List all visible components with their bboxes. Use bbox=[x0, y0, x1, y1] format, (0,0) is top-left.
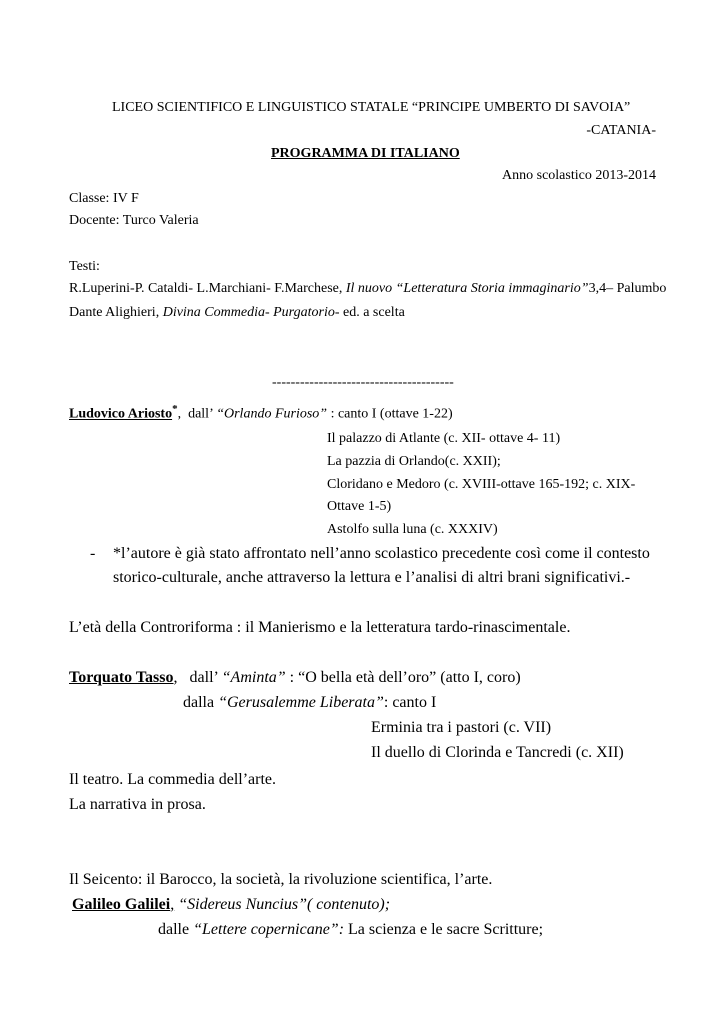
galilei-work-1: “Sidereus Nuncius”( contenuto); bbox=[174, 896, 391, 913]
narrativa-line: La narrativa in prosa. bbox=[69, 796, 206, 813]
ariosto-work: “Orlando Furioso” bbox=[216, 406, 328, 422]
tasso-author: Torquato Tasso bbox=[69, 669, 174, 686]
tasso-comma: , bbox=[173, 669, 178, 686]
dante-edition: - ed. a scelta bbox=[334, 305, 405, 320]
galilei-work-2: “Lettere copernicane”: bbox=[193, 921, 345, 938]
tasso-item-1: Erminia tra i pastori (c. VII) bbox=[371, 719, 552, 736]
asterisk-mark: * bbox=[172, 403, 178, 415]
galilei-heading bbox=[72, 897, 390, 913]
note-line-2: storico-culturale, anche attraverso la lettura e l’analisi di altri brani significativi.- bbox=[113, 569, 631, 586]
galilei-work-2-detail: La scienza e le sacre Scritture; bbox=[344, 921, 544, 938]
teacher-label: Docente: Turco Valeria bbox=[69, 213, 199, 228]
ariosto-item-2: La pazzia di Orlando(c. XXII); bbox=[327, 454, 501, 469]
tasso-work-2: “Gerusalemme Liberata” bbox=[218, 694, 384, 711]
ariosto-author: Ludovico Ariosto bbox=[69, 406, 173, 422]
document-title: PROGRAMMA DI ITALIANO bbox=[271, 146, 460, 161]
dante-author: Dante Alighieri, bbox=[69, 305, 163, 320]
ariosto-canto: : canto I (ottave 1-22) bbox=[327, 406, 453, 422]
seicento-heading: Il Seicento: il Barocco, la società, la rivoluzione scientifica, l’arte. bbox=[69, 871, 493, 888]
galilei-comma: , bbox=[170, 896, 175, 913]
ariosto-item-5: Astolfo sulla luna (c. XXXIV) bbox=[327, 522, 498, 537]
tasso-dall: dall’ bbox=[189, 669, 222, 686]
class-label: Classe: IV F bbox=[69, 191, 139, 206]
textbook-title: Il nuovo “Letteratura Storia immaginario” bbox=[345, 281, 589, 296]
controriforma-heading: L’età della Controriforma : il Manierismo e la letteratura tardo-rinascimentale. bbox=[69, 619, 571, 636]
tasso-heading bbox=[69, 670, 521, 686]
galilei-dalle: dalle bbox=[158, 921, 194, 938]
galilei-line-2 bbox=[158, 922, 543, 938]
note-dash: - bbox=[90, 545, 96, 562]
tasso-line-2 bbox=[183, 695, 436, 711]
texts-label: Testi: bbox=[69, 259, 100, 274]
teatro-line: Il teatro. La commedia dell’arte. bbox=[69, 771, 277, 788]
separator: --------------------------------------- bbox=[272, 375, 454, 390]
textbook-authors: R.Luperini-P. Cataldi- L.Marchiani- F.Marchese, bbox=[69, 281, 346, 296]
tasso-work-1-detail: : “O bella età dell’oro” (atto I, coro) bbox=[285, 669, 521, 686]
galilei-author: Galileo Galilei bbox=[72, 896, 171, 913]
textbook-line-1 bbox=[69, 282, 666, 296]
school-year: Anno scolastico 2013-2014 bbox=[502, 168, 656, 183]
ariosto-item-1: Il palazzo di Atlante (c. XII- ottave 4- 11) bbox=[327, 431, 561, 446]
ariosto-heading bbox=[69, 404, 453, 422]
tasso-item-2: Il duello di Clorinda e Tancredi (c. XII) bbox=[371, 744, 624, 761]
ariosto-dall: dall’ bbox=[188, 406, 217, 422]
textbook-edition: 3,4– Palumbo bbox=[588, 281, 667, 296]
school-name: LICEO SCIENTIFICO E LINGUISTICO STATALE “PRINCIPE UMBERTO DI SAVOIA” bbox=[112, 100, 631, 115]
note-line-1: *l’autore è già stato affrontato nell’anno scolastico precedente così come il contesto bbox=[113, 545, 650, 562]
dante-title: Divina Commedia- Purgatorio bbox=[162, 305, 335, 320]
city: -CATANIA- bbox=[586, 123, 656, 138]
tasso-work-1: “Aminta” bbox=[221, 669, 286, 686]
tasso-dalla: dalla bbox=[183, 694, 219, 711]
tasso-canto: : canto I bbox=[383, 694, 437, 711]
ariosto-item-4: Ottave 1-5) bbox=[327, 499, 392, 514]
textbook-line-2 bbox=[69, 306, 405, 320]
ariosto-item-3: Cloridano e Medoro (c. XVIII-ottave 165-192; c. XIX- bbox=[327, 477, 636, 492]
ariosto-comma: , bbox=[177, 406, 182, 422]
